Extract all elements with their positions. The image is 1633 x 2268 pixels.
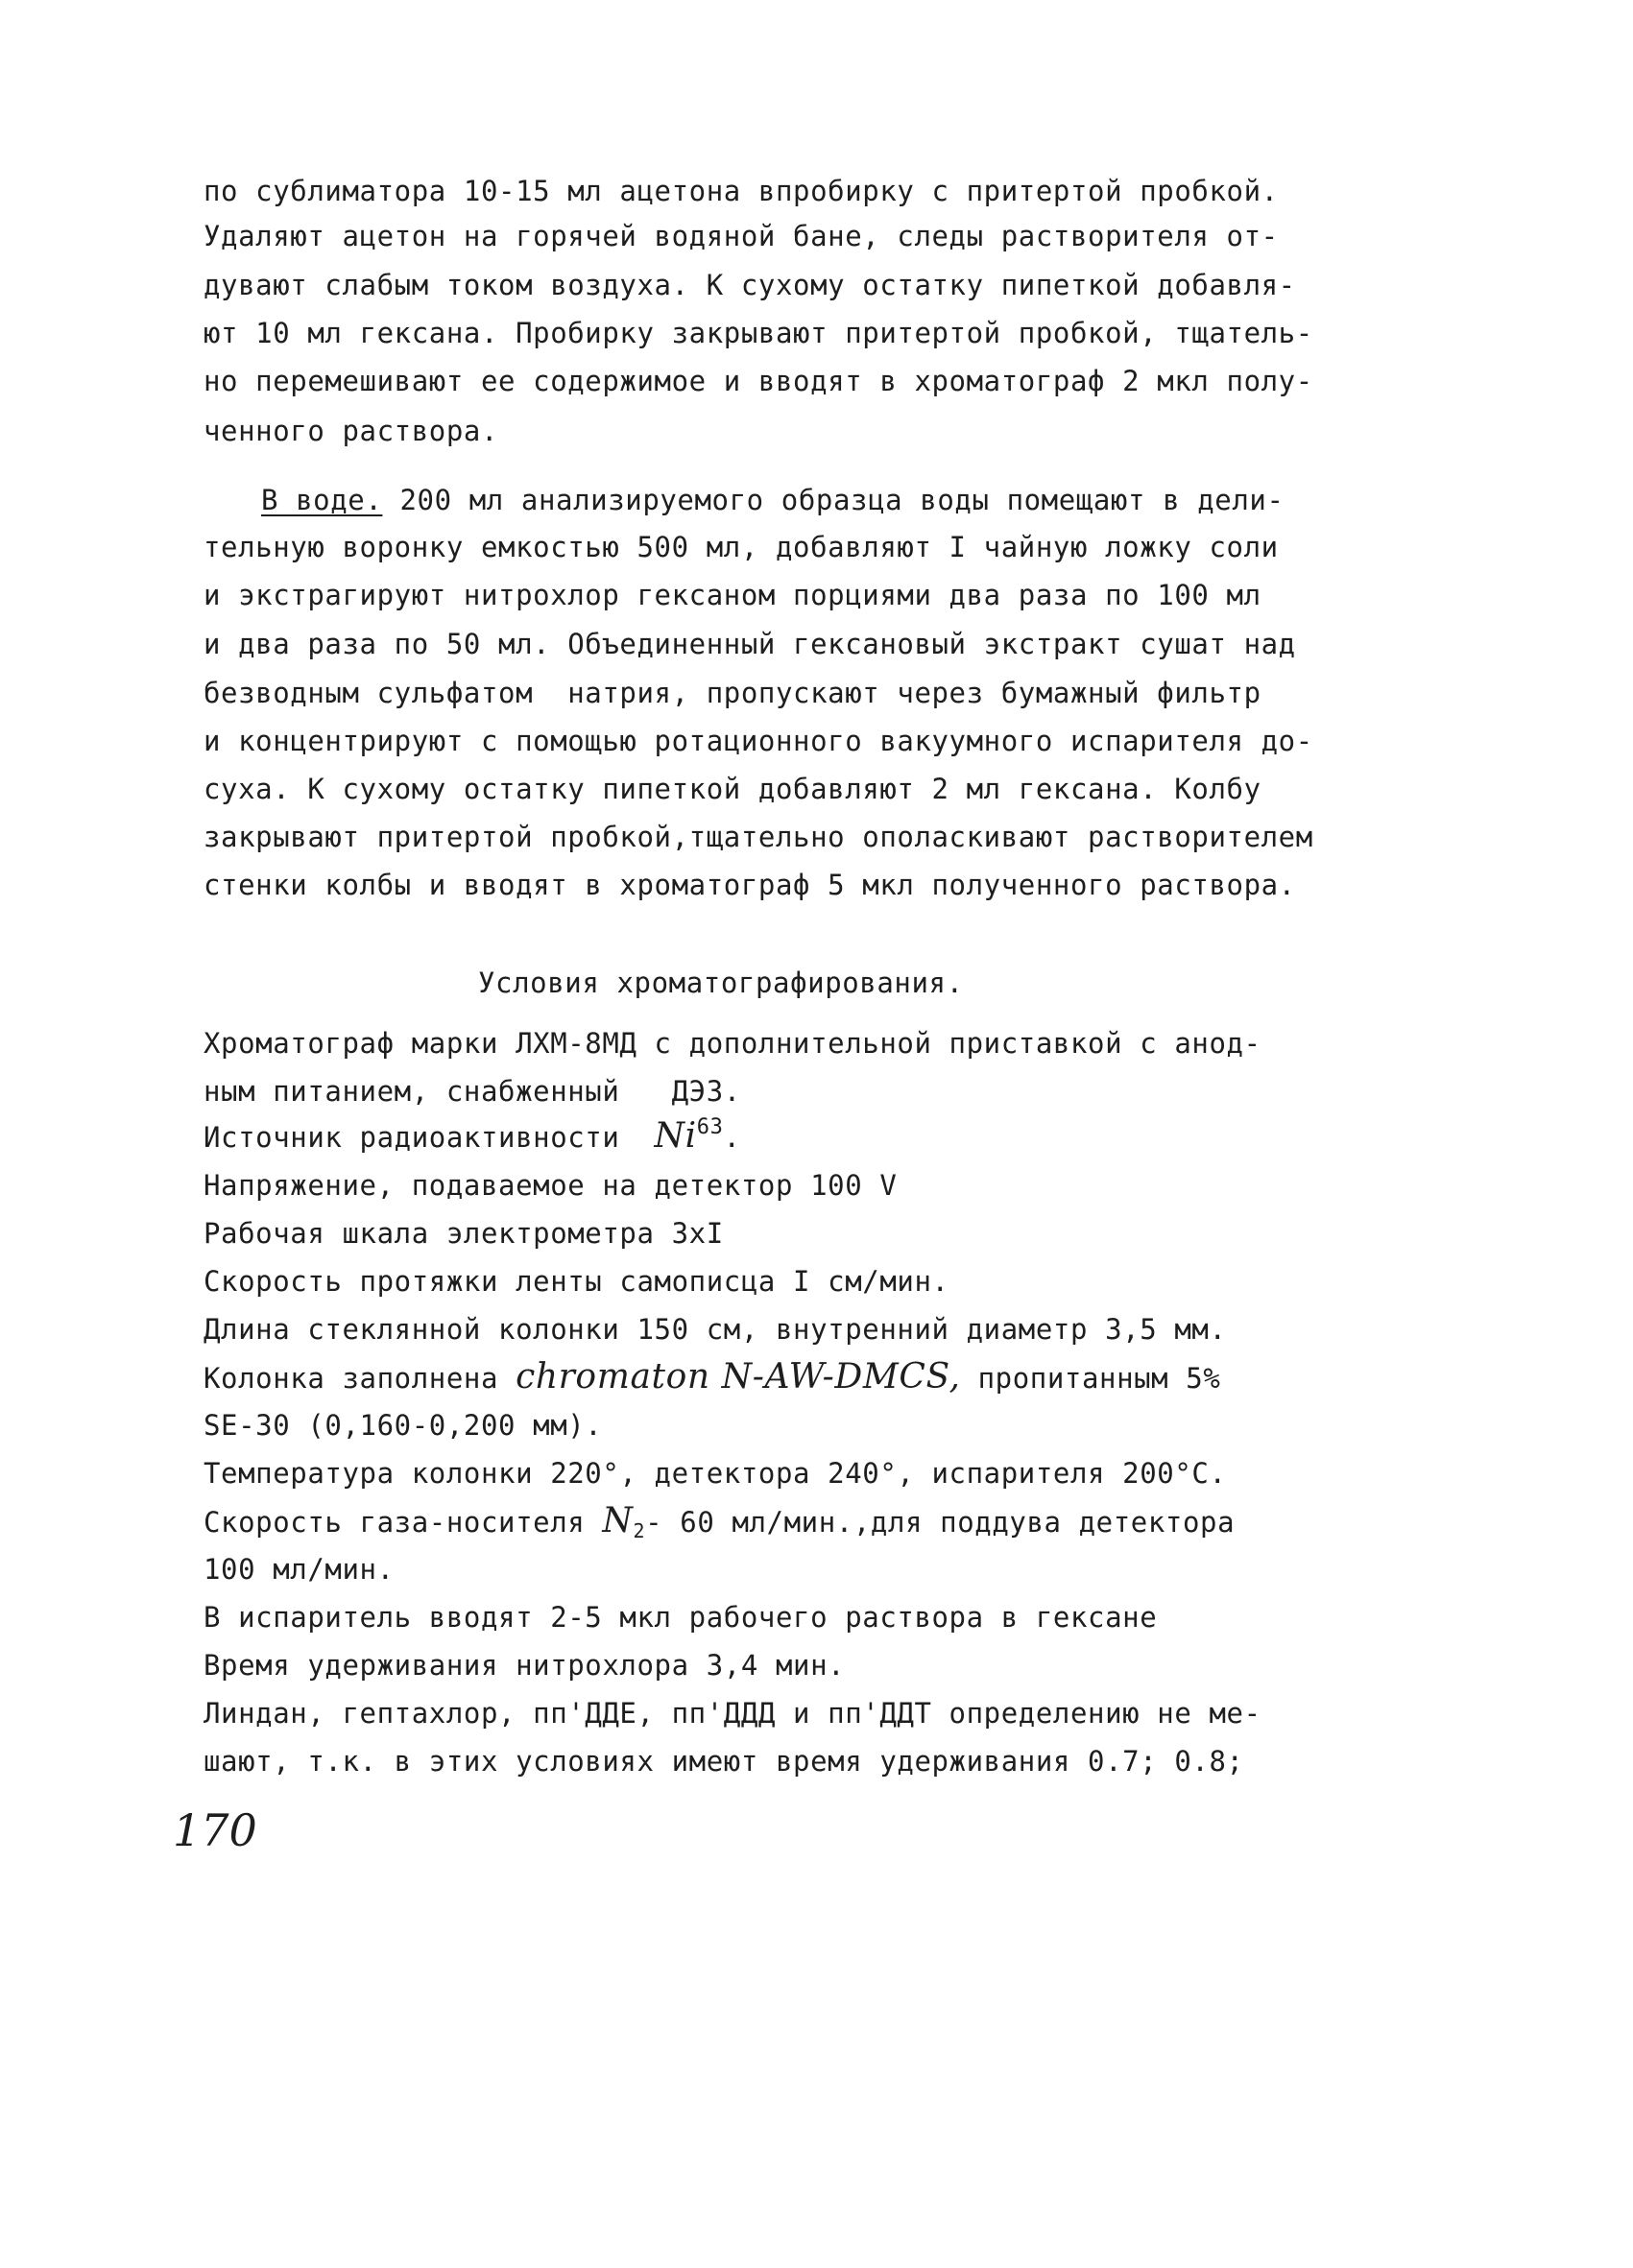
- text-line: и концентрируют с помощью ротационного вакуумного испарителя до-: [204, 725, 1313, 757]
- text-line: и экстрагируют нитрохлор гексаном порциями два раза по 100 мл: [204, 579, 1261, 611]
- text-line: ченного раствора.: [204, 415, 499, 447]
- text-run: пропитанным 5%: [960, 1362, 1221, 1395]
- handwritten-phase: chromaton N-AW-DMCS,: [516, 1357, 961, 1397]
- text-line: Хроматограф марки ЛХМ-8МД с дополнительной приставкой с анод-: [204, 1027, 1261, 1060]
- text-line: В испаритель вводят 2-5 мкл рабочего раствора в гексане: [204, 1601, 1158, 1634]
- text-line: по сублиматора 10-15 мл ацетона впробирку с притертой пробкой.: [204, 175, 1279, 207]
- text-line: Время удерживания нитрохлора 3,4 мин.: [204, 1649, 846, 1682]
- text-run: - 60 мл/мин.,для поддува детектора: [645, 1506, 1236, 1539]
- section-title: Условия хроматографирования.: [478, 967, 964, 999]
- handwritten-gas: N: [602, 1501, 634, 1540]
- text-line: Скорость протяжки ленты самописца I см/мин.: [204, 1265, 949, 1298]
- text-run: Источник радиоактивности: [204, 1121, 655, 1154]
- text-line: безводным сульфатом натрия, пропускают через бумажный фильтр: [204, 677, 1261, 709]
- text-line: Линдан, гептахлор, пп'ДДЕ, пп'ДДД и пп'ДДТ определению не ме-: [204, 1697, 1261, 1730]
- text-line: [204, 1357, 1221, 1397]
- text-run: .: [723, 1121, 741, 1154]
- text-line: Удаляют ацетон на горячей водяной бане, следы растворителя от-: [204, 220, 1279, 252]
- isotope-mass: 63: [696, 1115, 724, 1139]
- text-line: ют 10 мл гексана. Пробирку закрывают притертой пробкой, тщатель-: [204, 317, 1313, 349]
- text-line: SE-30 (0,160-0,200 мм).: [204, 1409, 603, 1442]
- section-heading-water: В воде.: [261, 484, 383, 516]
- text-run: Колонка заполнена: [204, 1362, 516, 1395]
- text-line: Температура колонки 220°, детектора 240°, испарителя 200°С.: [204, 1457, 1227, 1490]
- text-run: ным питанием, снабженный: [204, 1075, 672, 1108]
- text-line: [261, 484, 1285, 516]
- text-line: 100 мл/мин.: [204, 1553, 395, 1586]
- text-run: 200 мл анализируемого образца воды помещают в дели-: [382, 484, 1285, 516]
- detector-label: ДЭЗ.: [671, 1075, 741, 1108]
- text-line: Длина стеклянной колонки 150 см, внутренний диаметр 3,5 мм.: [204, 1313, 1227, 1346]
- gas-subscript: 2: [633, 1519, 646, 1542]
- text-line: и два раза по 50 мл. Объединенный гексановый экстракт сушат над: [204, 628, 1296, 660]
- text-line: дувают слабым током воздуха. К сухому остатку пипеткой добавля-: [204, 269, 1296, 301]
- text-line: Напряжение, подаваемое на детектор 100 V: [204, 1169, 898, 1202]
- text-line: шают, т.к. в этих условиях имеют время удерживания 0.7; 0.8;: [204, 1745, 1244, 1778]
- text-line: тельную воронку емкостью 500 мл, добавляют I чайную ложку соли: [204, 531, 1279, 563]
- text-run: Скорость газа-носителя: [204, 1506, 603, 1539]
- text-line: [204, 1115, 741, 1156]
- text-line: закрывают притертой пробкой,тщательно ополаскивают растворителем: [204, 821, 1313, 853]
- handwritten-isotope: Ni: [654, 1116, 697, 1156]
- text-line: но перемешивают ее содержимое и вводят в хроматограф 2 мкл полу-: [204, 365, 1313, 397]
- text-line: [204, 1501, 1236, 1542]
- text-line: Рабочая шкала электрометра 3хI: [204, 1217, 724, 1250]
- text-line: суха. К сухому остатку пипеткой добавляют 2 мл гексана. Колбу: [204, 773, 1261, 805]
- page-number: 170: [173, 1804, 257, 1856]
- text-line: стенки колбы и вводят в хроматограф 5 мкл полученного раствора.: [204, 869, 1296, 901]
- text-line: [204, 1075, 741, 1108]
